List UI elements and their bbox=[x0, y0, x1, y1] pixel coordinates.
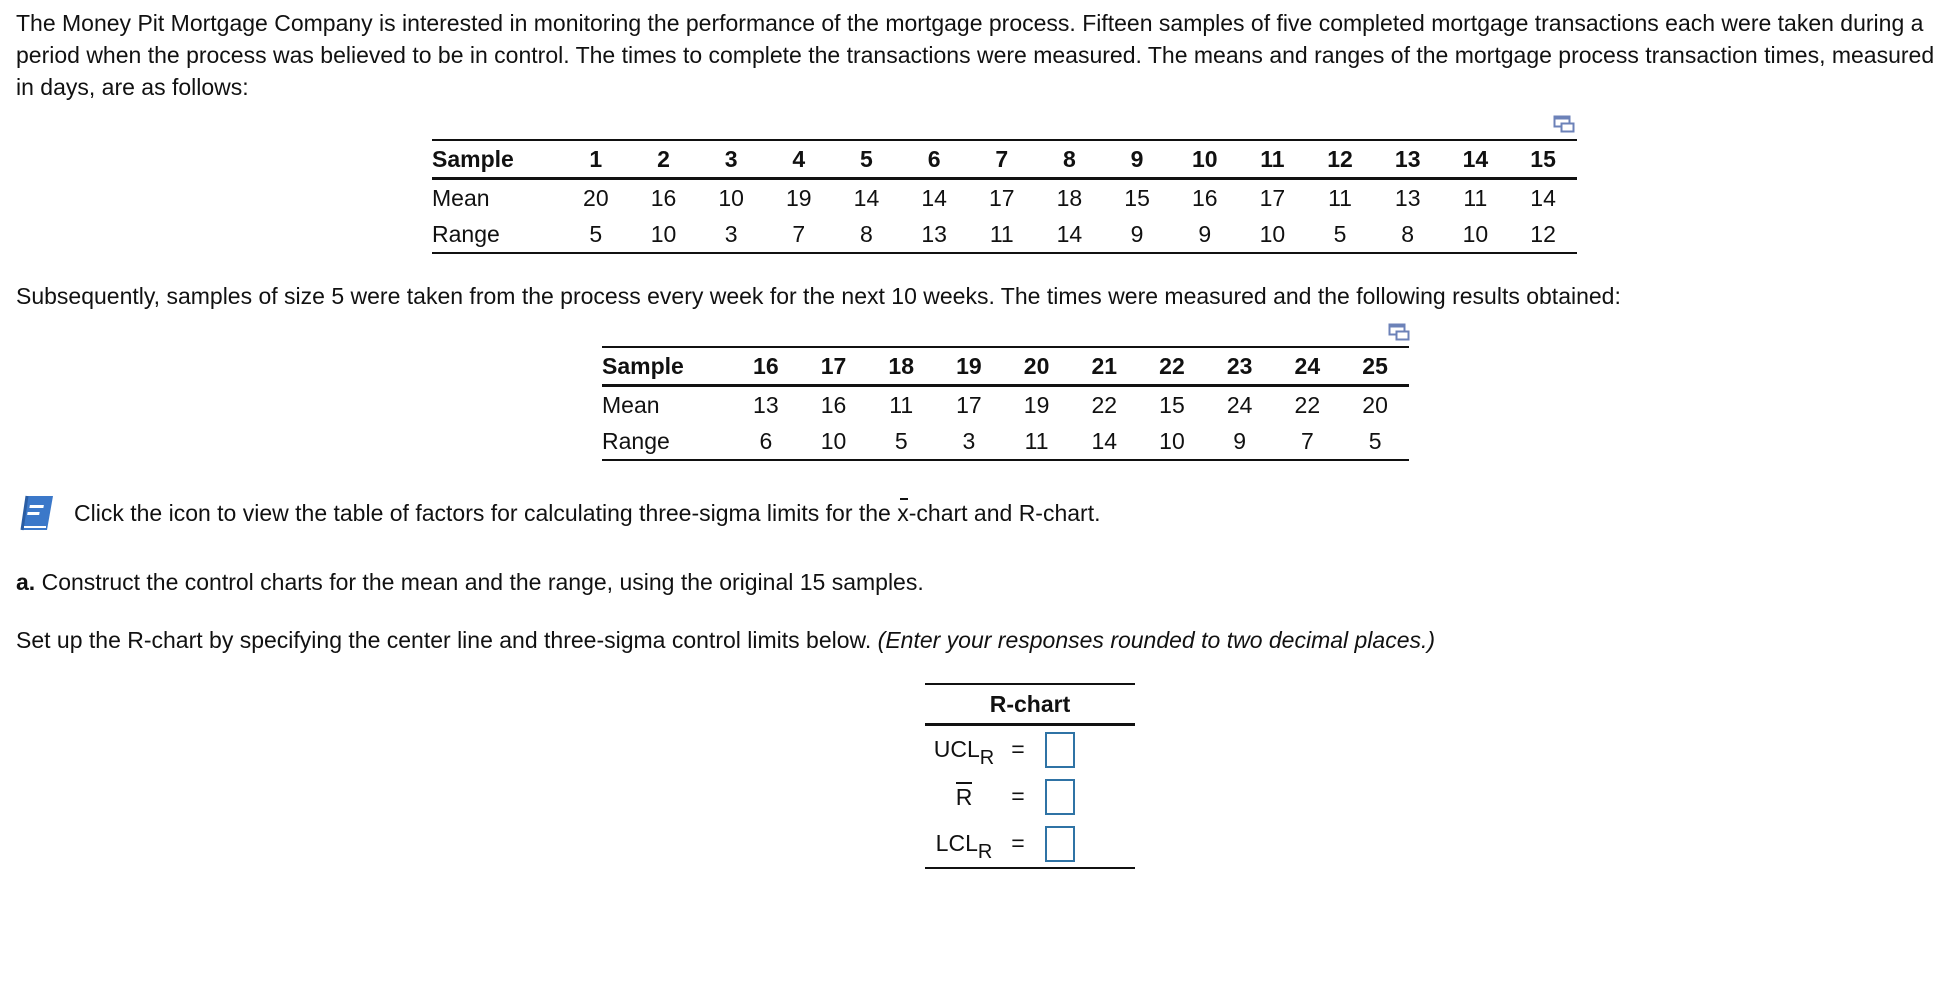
table-row bbox=[432, 216, 1577, 253]
table-cell: 10 bbox=[718, 184, 744, 211]
table-cell: 11 bbox=[1463, 184, 1488, 211]
equals-sign: = bbox=[1011, 830, 1025, 856]
equals-sign: = bbox=[1011, 736, 1025, 762]
table-cell: 3 bbox=[962, 427, 976, 454]
table-cell: 10 bbox=[1259, 220, 1286, 247]
table-cell: 3 bbox=[724, 220, 738, 247]
table-cell: 11 bbox=[1024, 427, 1049, 454]
expand-table-icon[interactable] bbox=[1388, 320, 1410, 338]
table-cell: 19 bbox=[786, 184, 812, 211]
r-chart-table bbox=[925, 683, 1135, 869]
table-row bbox=[602, 423, 1409, 460]
table-cell: 7 bbox=[1300, 427, 1314, 454]
table-cell: 14 bbox=[1530, 184, 1556, 211]
table-cell: 5 bbox=[1368, 427, 1382, 454]
table-cell: 15 bbox=[1509, 140, 1577, 179]
table-cell: 15 bbox=[1159, 391, 1185, 418]
part-a-prompt: a. Construct the control charts for the mean and the range, using the original 15 samples. bbox=[16, 569, 924, 595]
setup-instructions: Set up the R-chart by specifying the center line and three-sigma control limits below. (Enter your responses rounded to two decimal places.) bbox=[16, 627, 1436, 653]
table-cell: 7 bbox=[792, 220, 806, 247]
original-samples-table bbox=[432, 139, 1577, 254]
table-cell: 8 bbox=[860, 220, 873, 247]
table-cell: 5 bbox=[589, 220, 603, 247]
table-cell: 25 bbox=[1341, 347, 1409, 386]
table-cell: 17 bbox=[800, 347, 868, 386]
table-cell: 20 bbox=[1003, 347, 1071, 386]
table-cell: 10 bbox=[1159, 427, 1185, 454]
table-cell: 14 bbox=[853, 184, 880, 211]
table-cell: 1 bbox=[562, 140, 630, 179]
table-cell: 6 bbox=[900, 140, 968, 179]
row-label: Range bbox=[602, 427, 670, 454]
subsequent-samples-table bbox=[602, 346, 1409, 461]
table-cell: 10 bbox=[650, 220, 677, 247]
table-cell: 12 bbox=[1530, 220, 1556, 247]
table-cell: 19 bbox=[935, 347, 1003, 386]
x-bar-symbol: x bbox=[897, 497, 909, 529]
table-cell: 13 bbox=[1394, 184, 1421, 211]
table-cell: 9 bbox=[1103, 140, 1171, 179]
table-cell: 19 bbox=[1023, 391, 1050, 418]
row-label: Mean bbox=[602, 391, 660, 418]
problem-intro: The Money Pit Mortgage Company is interested in monitoring the performance of the mortgage process. Fifteen samples of five completed mortgage transactions each were taken during a period when the process was believed to be in control. The times to complete the transactions were measured. The means and ranges of the mortgage process transaction times, measured in days, are as follows: bbox=[16, 10, 1935, 100]
table-cell: 14 bbox=[1056, 220, 1083, 247]
r-chart-title: R-chart bbox=[925, 684, 1135, 725]
table-cell: 11 bbox=[989, 220, 1014, 247]
table-cell: 16 bbox=[650, 184, 677, 211]
table-cell: 16 bbox=[1191, 184, 1218, 211]
row-label: Range bbox=[432, 220, 500, 247]
table-cell: 14 bbox=[921, 184, 947, 211]
table-cell: 8 bbox=[1036, 140, 1104, 179]
lcl-r-label: LCLR bbox=[935, 830, 993, 863]
table-cell: 21 bbox=[1070, 347, 1138, 386]
table-cell: 13 bbox=[753, 391, 779, 418]
table-cell: 5 bbox=[833, 140, 901, 179]
ucl-r-input[interactable] bbox=[1045, 732, 1075, 768]
table-cell: 11 bbox=[1328, 184, 1352, 211]
table-cell: 17 bbox=[988, 184, 1015, 211]
table-cell: 20 bbox=[1362, 391, 1388, 418]
table-cell: 7 bbox=[968, 140, 1036, 179]
equals-sign: = bbox=[1011, 783, 1025, 809]
table-cell: 18 bbox=[867, 347, 935, 386]
table-cell: 18 bbox=[1056, 184, 1083, 211]
table-cell: 8 bbox=[1401, 220, 1415, 247]
table-cell: 14 bbox=[1091, 427, 1118, 454]
lcl-r-input[interactable] bbox=[1045, 826, 1075, 862]
expand-table-icon[interactable] bbox=[1553, 112, 1575, 130]
table-cell: 20 bbox=[583, 184, 609, 211]
table-header-row bbox=[602, 347, 1409, 386]
table-cell: 10 bbox=[820, 427, 847, 454]
subsequent-text: Subsequently, samples of size 5 were taken from the process every week for the next 10 weeks. The times were measured and the following results obtained: bbox=[16, 283, 1621, 309]
row-label: Sample bbox=[602, 347, 732, 386]
table-cell: 17 bbox=[956, 391, 982, 418]
table-cell: 9 bbox=[1130, 220, 1144, 247]
row-label: Sample bbox=[432, 140, 562, 179]
table-cell: 5 bbox=[1333, 220, 1347, 247]
table-cell: 12 bbox=[1306, 140, 1374, 179]
table-cell: 13 bbox=[921, 220, 947, 247]
book-icon[interactable] bbox=[18, 493, 58, 533]
table-cell: 16 bbox=[732, 347, 800, 386]
table-cell: 11 bbox=[889, 391, 914, 418]
r-bar-input[interactable] bbox=[1045, 779, 1075, 815]
table-header-row bbox=[432, 140, 1577, 179]
r-bar-label: R bbox=[955, 784, 973, 810]
row-label: Mean bbox=[432, 184, 490, 211]
table-cell: 9 bbox=[1233, 427, 1247, 454]
table-cell: 24 bbox=[1226, 391, 1253, 418]
table-cell: 10 bbox=[1462, 220, 1489, 247]
table-row bbox=[602, 386, 1409, 424]
table-cell: 16 bbox=[820, 391, 847, 418]
table-cell: 6 bbox=[759, 427, 773, 454]
table-cell: 22 bbox=[1294, 391, 1321, 418]
factors-link-text[interactable]: Click the icon to view the table of factors for calculating three-sigma limits for the x-chart and R-chart. bbox=[74, 497, 1101, 529]
table-cell: 9 bbox=[1198, 220, 1212, 247]
table-cell: 3 bbox=[697, 140, 765, 179]
table-cell: 2 bbox=[630, 140, 698, 179]
ucl-r-label: UCLR bbox=[933, 736, 995, 769]
table-cell: 10 bbox=[1171, 140, 1239, 179]
table-cell: 24 bbox=[1274, 347, 1342, 386]
table-cell: 22 bbox=[1138, 347, 1206, 386]
table-cell: 23 bbox=[1206, 347, 1274, 386]
table-cell: 13 bbox=[1374, 140, 1442, 179]
table-cell: 4 bbox=[765, 140, 833, 179]
table-cell: 22 bbox=[1091, 391, 1118, 418]
table-cell: 15 bbox=[1124, 184, 1150, 211]
table-row bbox=[432, 179, 1577, 217]
table-cell: 5 bbox=[894, 427, 908, 454]
table-cell: 14 bbox=[1442, 140, 1510, 179]
table-cell: 11 bbox=[1239, 140, 1307, 179]
table-cell: 17 bbox=[1259, 184, 1286, 211]
